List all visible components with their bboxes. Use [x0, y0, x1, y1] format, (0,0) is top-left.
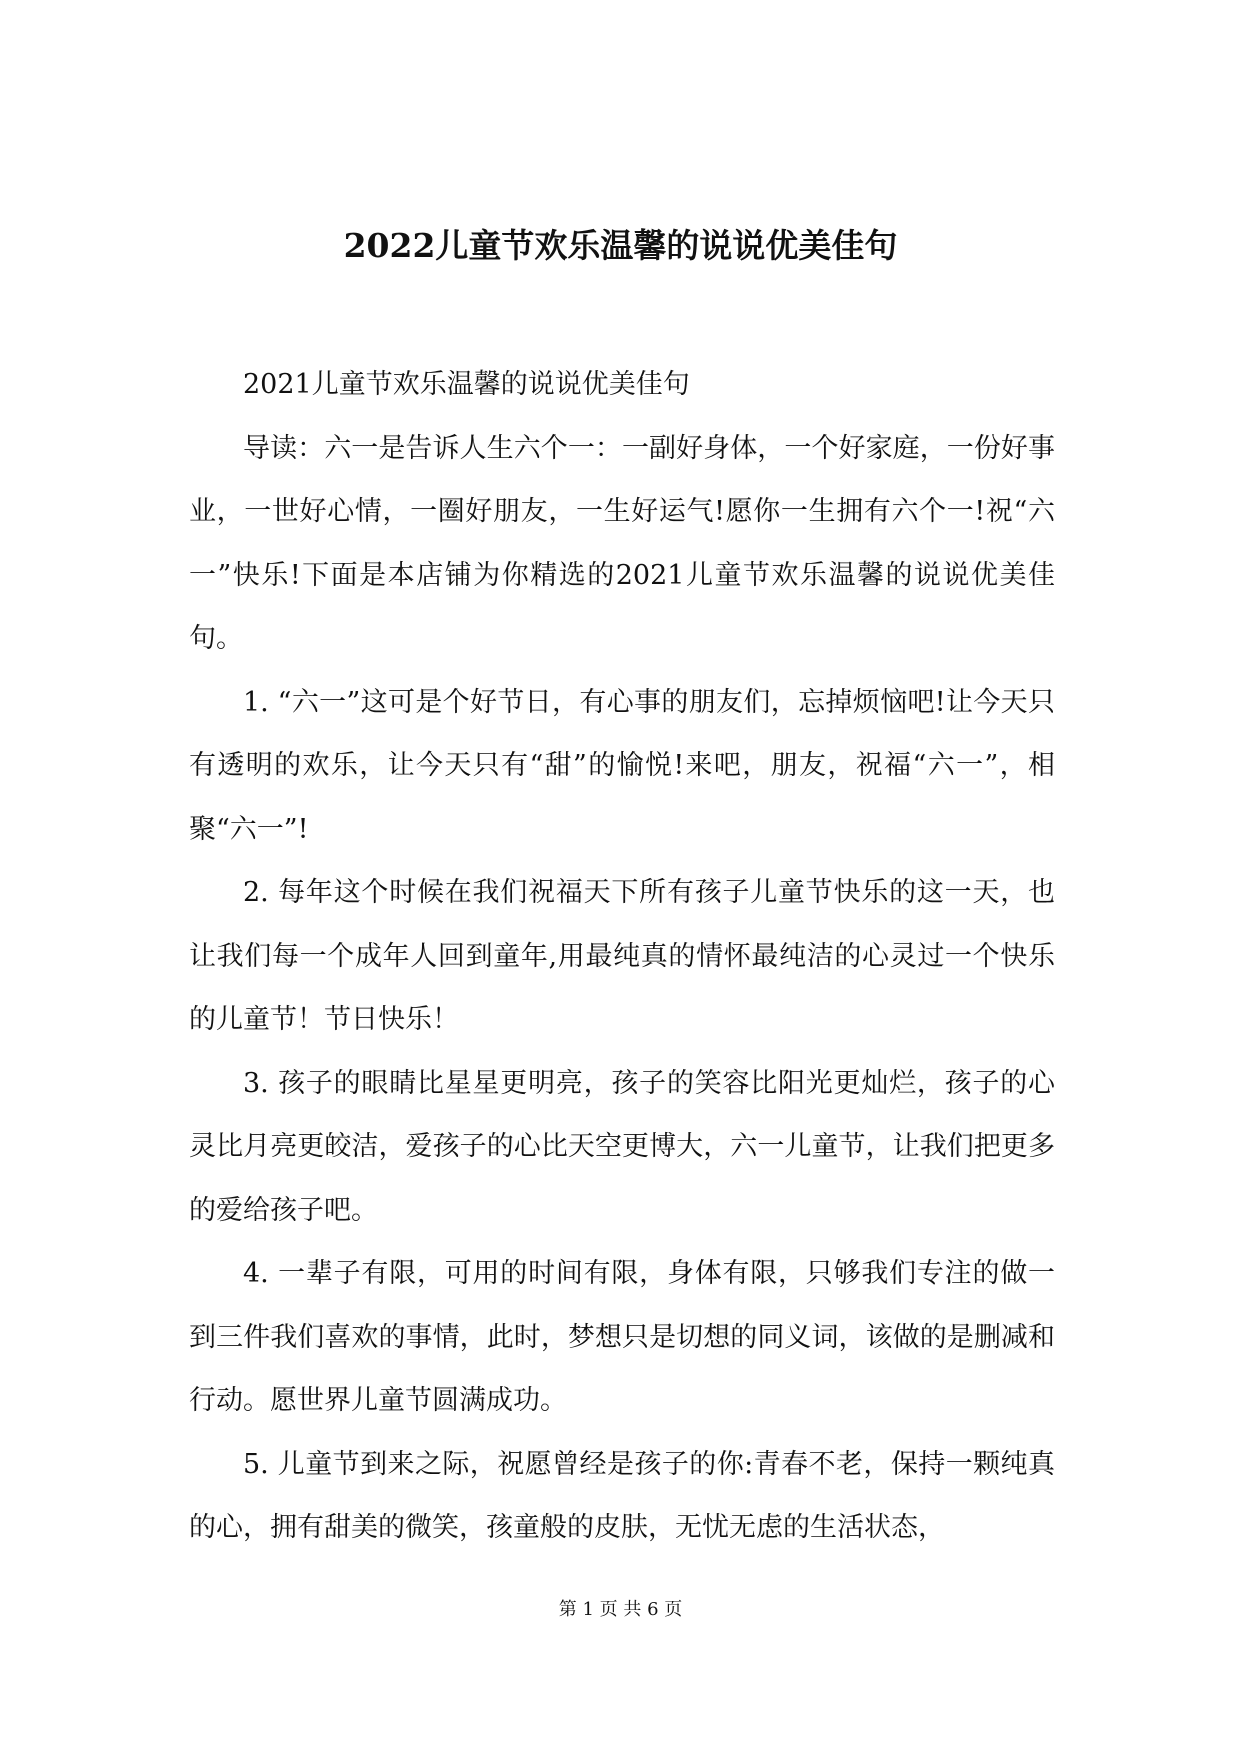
list-item: 3. 孩子的眼睛比星星更明亮，孩子的笑容比阳光更灿烂，孩子的心灵比月亮更皎洁，爱孩子的心比天空更博大，六一儿童节，让我们把更多的爱给孩子吧。	[189, 1067, 1055, 1226]
list-item: 2. 每年这个时候在我们祝福天下所有孩子儿童节快乐的这一天，也让我们每一个成年人回到童年,用最纯真的情怀最纯洁的心灵过一个快乐的儿童节！节日快乐！	[189, 877, 1055, 1035]
list-item: 5. 儿童节到来之际，祝愿曾经是孩子的你:青春不老，保持一颗纯真的心，拥有甜美的微笑，孩童般的皮肤，无忧无虑的生活状态，	[189, 1448, 1055, 1543]
intro-paragraph: 导读：六一是告诉人生六个一：一副好身体，一个好家庭，一份好事业，一世好心情，一圈好朋友，一生好运气!愿你一生拥有六个一!祝“六一”快乐!下面是本店铺为你精选的2021儿童节欢乐温馨的说说优美佳句。	[189, 432, 1055, 654]
document-body	[189, 353, 1055, 1560]
page-title: 2022儿童节欢乐温馨的说说优美佳句	[343, 226, 898, 265]
list-item: 4. 一辈子有限，可用的时间有限，身体有限，只够我们专注的做一到三件我们喜欢的事情，此时，梦想只是切想的同义词，该做的是删减和行动。愿世界儿童节圆满成功。	[189, 1258, 1055, 1416]
subtitle-paragraph: 2021儿童节欢乐温馨的说说优美佳句	[243, 369, 690, 400]
page-footer: 第 1 页 共 6 页	[558, 1599, 683, 1620]
list-item: 1. “六一”这可是个好节日，有心事的朋友们，忘掉烦恼吧!让今天只有透明的欢乐，让今天只有“甜”的愉悦!来吧，朋友，祝福“六一”，相聚“六一”!	[189, 686, 1055, 845]
